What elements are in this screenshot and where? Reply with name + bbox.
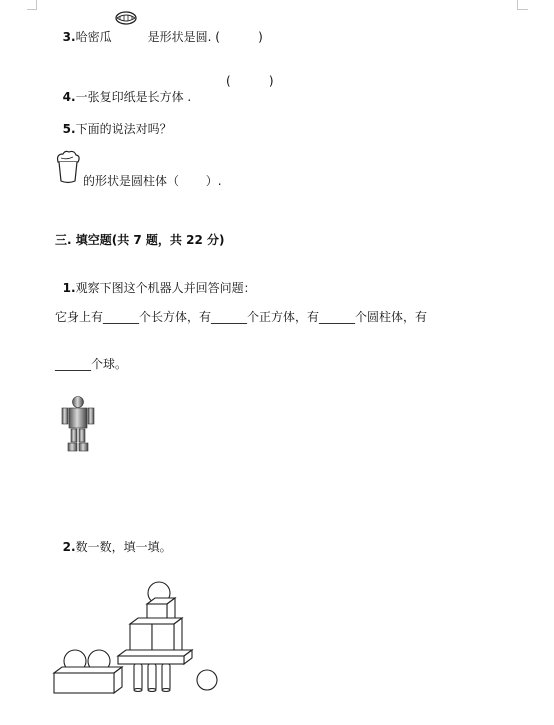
- fill-question-1: [55, 264, 256, 296]
- question-number: 2.: [62, 540, 76, 554]
- melon-icon: [115, 10, 139, 26]
- section-heading: 三. 填空题(共 7 题，共 22 分): [55, 233, 225, 247]
- question-number: 3.: [62, 30, 76, 44]
- question-4-text: 一张复印纸是长方体 .: [75, 90, 192, 104]
- fill-question-2-prompt: 数一数，填一填。: [75, 540, 172, 554]
- question-number: 1.: [62, 281, 76, 295]
- question-3-text-a: 哈密瓜: [75, 30, 112, 44]
- question-3-rest: [140, 13, 263, 45]
- question-5-statement: 的形状是圆柱体（ ）.: [83, 174, 222, 188]
- fill-question-1-line2: ______个球。: [55, 357, 128, 371]
- fill-question-1-line1: 它身上有______个长方体，有______个正方体，有______个圆柱体，有: [55, 310, 428, 324]
- fill-question-1-prompt: 观察下图这个机器人并回答问题：: [75, 281, 256, 295]
- answer-paren: ( ): [215, 30, 263, 44]
- robot-illustration: [60, 396, 96, 456]
- fill-question-2: [55, 523, 172, 555]
- question-3-text-b: 是形状是圆.: [147, 30, 212, 44]
- cup-cake-icon: [55, 150, 81, 186]
- question-number: 5.: [62, 122, 76, 136]
- question-5: [55, 105, 172, 137]
- blocks-illustration: [52, 580, 222, 696]
- question-5-text: 下面的说法对吗？: [75, 122, 172, 136]
- question-4: [55, 73, 191, 105]
- question-4-paren: ( ): [226, 74, 274, 88]
- crop-mark-left-h: [27, 9, 37, 10]
- question-3: [55, 13, 112, 45]
- question-number: 4.: [62, 90, 76, 104]
- crop-mark-right-h: [518, 9, 528, 10]
